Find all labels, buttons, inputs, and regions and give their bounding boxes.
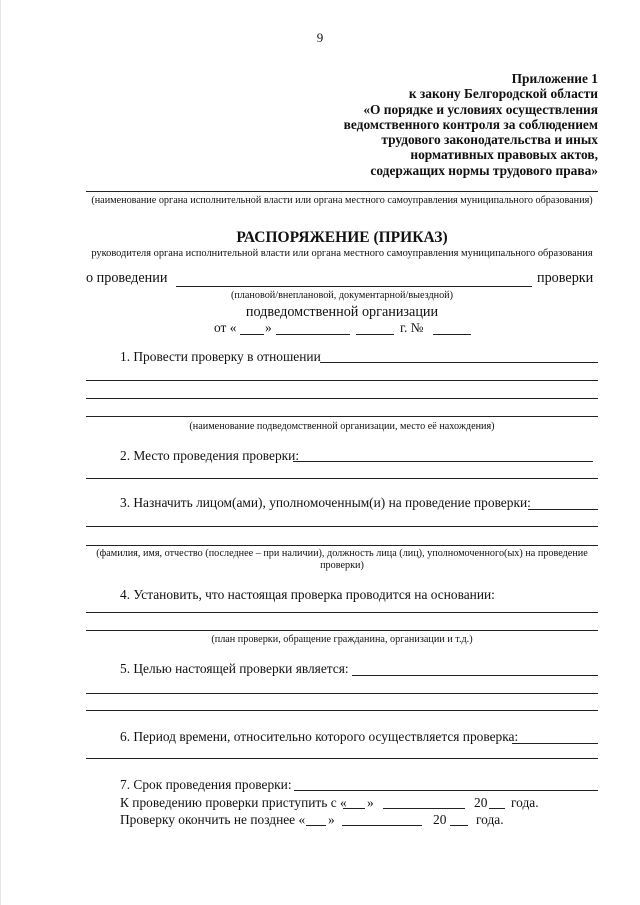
- inspection-suffix: проверки: [537, 270, 594, 286]
- start-year-suffix: года.: [511, 795, 539, 810]
- item-2-text: 2. Место проведения проверки:: [120, 448, 300, 463]
- appendix-line: содержащих нормы трудового права»: [370, 162, 598, 178]
- appendix-line: ведомственного контроля за соблюдением: [343, 116, 598, 132]
- authority-name-caption: (наименование органа исполнительной власти или органа местного самоуправления муниципального образования): [91, 195, 593, 206]
- document-title: РАСПОРЯЖЕНИЕ (ПРИКАЗ): [236, 229, 448, 246]
- start-date-prefix: К проведению проверки приступить с «: [120, 795, 347, 810]
- item-2-field[interactable]: [293, 461, 593, 462]
- appendix-header: [344, 71, 598, 178]
- item-4-field-line[interactable]: [86, 612, 598, 613]
- item-5-field-line[interactable]: [86, 710, 598, 711]
- inspection-type-caption: (плановой/внеплановой, документарной/выездной): [230, 290, 454, 301]
- item-5-field-line[interactable]: [86, 693, 598, 694]
- subordinate-org-label: подведомственной организации: [245, 304, 439, 320]
- start-year-prefix: 20: [474, 795, 488, 810]
- end-year-field[interactable]: [450, 825, 468, 826]
- start-year-field[interactable]: [489, 808, 505, 809]
- start-day-field[interactable]: [343, 808, 365, 809]
- date-year-field[interactable]: [356, 334, 394, 335]
- item-3-caption: (фамилия, имя, отчество (последнее – при наличии), должность лица (лиц), уполномоченного(ых) на проведение проверки): [96, 548, 588, 571]
- item-4-text: 4. Установить, что настоящая проверка проводится на основании:: [120, 587, 495, 602]
- item-5-field[interactable]: [352, 675, 598, 676]
- item-1-caption: (наименование подведомственной организации, место её нахождения): [189, 421, 495, 432]
- item-7-field[interactable]: [294, 790, 598, 791]
- item-1-text: 1. Провести проверку в отношении: [120, 349, 321, 364]
- date-month-field[interactable]: [276, 334, 350, 335]
- start-month-field[interactable]: [383, 808, 465, 809]
- item-6-field-line[interactable]: [86, 758, 598, 759]
- end-date-prefix: Проверку окончить не позднее «: [120, 812, 306, 827]
- date-quote-close: »: [265, 320, 272, 335]
- end-quote-close: »: [328, 812, 335, 827]
- inspection-prefix: о проведении: [86, 270, 168, 286]
- item-1-field-line[interactable]: [86, 398, 598, 399]
- item-6-field[interactable]: [512, 743, 598, 744]
- item-3-field-line[interactable]: [86, 545, 598, 546]
- end-year-suffix: года.: [476, 812, 504, 827]
- item-6-text: 6. Период времени, относительно которого осуществляется проверка:: [120, 729, 519, 744]
- page-number: 9: [316, 30, 324, 45]
- item-4-caption: (план проверки, обращение гражданина, организации и т.д.): [211, 634, 473, 645]
- date-from-label: от «: [214, 320, 237, 335]
- item-1-field-line[interactable]: [86, 380, 598, 381]
- end-month-field[interactable]: [342, 825, 422, 826]
- authority-name-line[interactable]: [86, 191, 598, 192]
- scan-margin-marks: [0, 0, 9, 905]
- item-1-field-line[interactable]: [86, 416, 598, 417]
- item-7-text: 7. Срок проведения проверки:: [120, 777, 292, 792]
- inspection-type-field[interactable]: [176, 286, 532, 287]
- appendix-line: Приложение 1: [511, 71, 598, 86]
- appendix-line: трудового законодательства и иных: [381, 132, 598, 148]
- date-day-field[interactable]: [240, 334, 264, 335]
- document-subtitle: руководителя органа исполнительной власти или органа местного самоуправления муниципального образования: [91, 248, 593, 259]
- appendix-line: к закону Белгородской области: [408, 86, 598, 102]
- order-number-label: г. №: [400, 320, 424, 335]
- appendix-line: нормативных правовых актов,: [410, 147, 598, 163]
- item-1-field[interactable]: [320, 362, 598, 363]
- start-quote-close: »: [367, 795, 374, 810]
- item-3-field-line[interactable]: [86, 526, 598, 527]
- order-number-field[interactable]: [433, 334, 471, 335]
- end-year-prefix: 20: [433, 812, 447, 827]
- item-3-text: 3. Назначить лицом(ами), уполномоченным(и) на проведение проверки:: [120, 495, 531, 510]
- item-2-field-line[interactable]: [86, 478, 598, 479]
- item-5-text: 5. Целью настоящей проверки является:: [120, 661, 349, 676]
- appendix-line: «О порядке и условиях осуществления: [363, 101, 598, 117]
- item-3-field[interactable]: [528, 509, 598, 510]
- item-4-field-line[interactable]: [86, 630, 598, 631]
- end-day-field[interactable]: [306, 825, 326, 826]
